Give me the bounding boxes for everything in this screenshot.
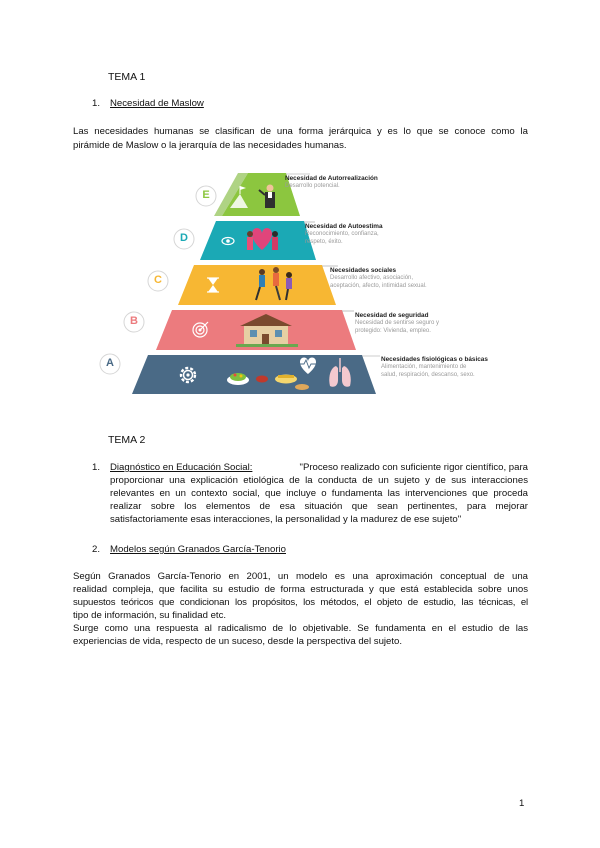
label-title-e: Necesidad de Autorrealización	[285, 175, 378, 182]
tema2-item1-line-2: relevantes en un contexto social, que incluye o fundamenta las intervenciones que proceda	[110, 488, 528, 499]
tema2-item2-number: 2.	[92, 544, 101, 555]
tema1-heading: TEMA 1	[108, 71, 146, 83]
tema2-item1	[110, 461, 528, 526]
bread-icon	[295, 384, 309, 390]
label-level-b	[355, 312, 485, 335]
label-title-a: Necesidades fisiológicas o básicas	[381, 356, 488, 363]
label-desc-b-2: protegido: Vivienda, empleo.	[355, 327, 431, 334]
tema1-item-title: Necesidad de Maslow	[110, 98, 204, 109]
label-desc-a-1: Alimentación, mantenimiento de	[381, 364, 467, 370]
pyramid-letter-b: B	[130, 315, 138, 327]
tema1-intro-line1: Las necesidades humanas se clasifican de una forma jerárquica y es lo que se conoce como la	[73, 126, 528, 137]
label-level-e	[285, 175, 405, 191]
tema2-para-line-5: experiencias de vida, respecto de un suceso, desde la perspectiva del sujeto.	[73, 636, 403, 647]
label-level-d	[305, 223, 415, 246]
tema2-para-line-4: Surge como una respuesta al radicalismo de lo objetivable. Se fundamenta en el estudio de las	[73, 623, 528, 634]
tema1-item-number: 1.	[92, 98, 101, 109]
tema2-para-line-1: realidad compleja, que facilita su estudio de forma estructurada y que está establecida sobre unos	[73, 584, 528, 595]
label-desc-e: Desarrollo potencial.	[285, 183, 340, 189]
label-title-c: Necesidades sociales	[330, 267, 397, 274]
tema2-item2-title: Modelos según Granados García-Tenorio	[110, 544, 286, 555]
pyramid-letter-d: D	[180, 232, 188, 244]
tema2-item1-first-line	[110, 461, 528, 474]
label-desc-d-1: Reconocimiento, confianza,	[305, 231, 379, 237]
tema2-heading: TEMA 2	[108, 434, 146, 446]
tema2-para-line-3: tipo de información, su finalidad etc.	[73, 610, 227, 621]
tema1-intro-line2: pirámide de Maslow o la jerarquía de las necesidades humanas.	[73, 140, 347, 151]
label-desc-a-2: salud, respiración, descanso, sexo.	[381, 371, 475, 378]
tema2-paragraph	[73, 570, 528, 648]
label-desc-d-2: respeto, éxito.	[305, 238, 343, 245]
page-number: 1	[519, 798, 525, 809]
pyramid-letter-a: A	[106, 357, 114, 369]
label-desc-c-2: aceptación, afecto, intimidad sexual.	[330, 282, 427, 289]
pyramid-letter-e: E	[202, 189, 210, 201]
tema2-item1-line-1: proporcionar una explicación etiológica de la conducta de un sujeto y de sus interacciones	[110, 475, 528, 486]
tema2-item1-line-3: realizar sobre los elementos de esa situación que sean pertinentes, para mejorar	[110, 501, 528, 512]
label-desc-b-1: Necesidad de sentirse seguro y	[355, 320, 440, 326]
tema2-item1-line-0: "Proceso realizado con suficiente rigor científico, para	[299, 462, 528, 473]
label-level-a	[381, 356, 511, 379]
label-title-b: Necesidad de seguridad	[355, 312, 429, 319]
tema2-item1-number: 1.	[92, 462, 101, 473]
label-desc-c-1: Desarrollo afectivo, asociación,	[330, 275, 414, 281]
tema2-item1-title: Diagnóstico en Educación Social:	[110, 462, 253, 473]
tema2-item1-line-4: satisfactoriamente esas interacciones, la personalidad y la madurez de ese sujeto"	[110, 514, 462, 525]
label-level-c	[330, 267, 470, 290]
label-title-d: Necesidad de Autoestima	[305, 223, 383, 230]
pyramid-letter-c: C	[154, 274, 162, 286]
tema2-para-line-2: supuestos teóricos que condicionan los propósitos, los métodos, el objeto de estudio, las técnicas, el	[73, 597, 528, 608]
tema2-para-line-0: Según Granados García-Tenorio en 2001, un modelo es una aproximación conceptual de una	[73, 571, 528, 582]
